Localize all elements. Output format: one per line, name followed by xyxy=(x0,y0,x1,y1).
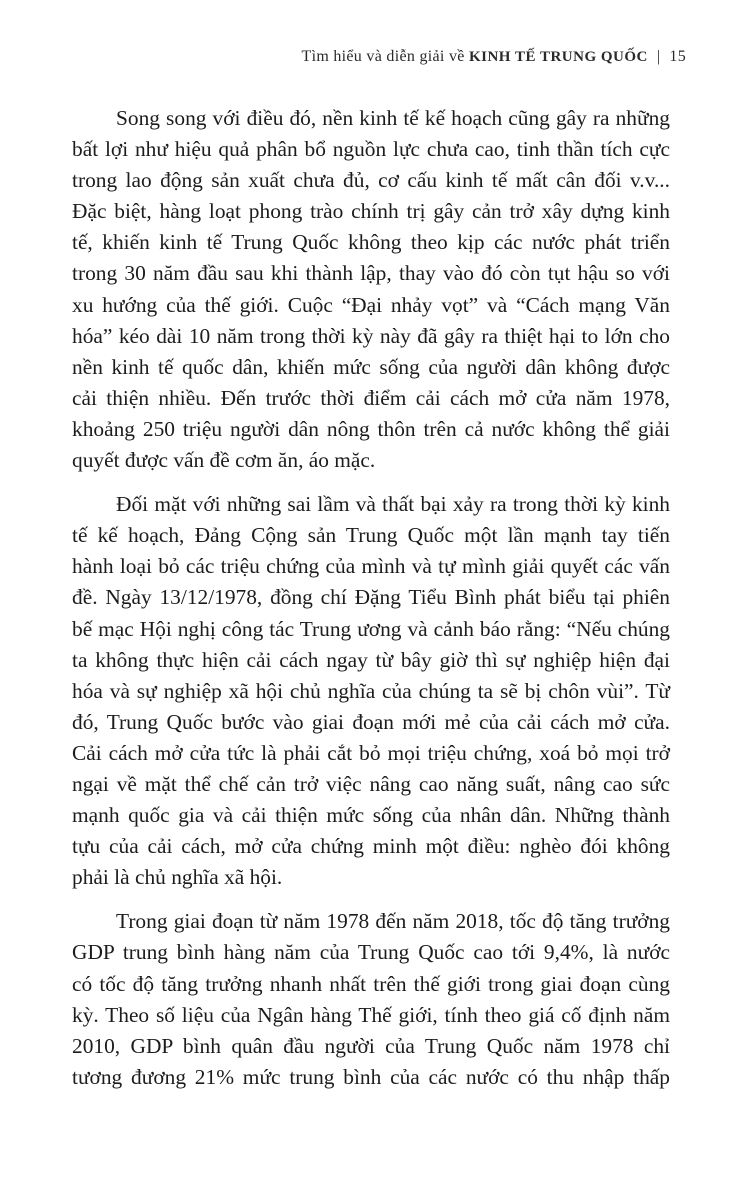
text-line: hóa và sự nghiệp xã hội chủ nghĩa của chúng ta sẽ bị chôn vùi”. Từ xyxy=(72,678,670,703)
text-line: cải thiện nhiều. Đến trước thời điểm cải cách mở cửa năm 1978, xyxy=(72,385,670,410)
text-line: đề. Ngày 13/12/1978, đồng chí Đặng Tiểu Bình phát biểu tại phiên xyxy=(72,585,670,610)
text-line: ta không thực hiện cải cách ngay từ bây giờ thì sự nghiệp hiện đại xyxy=(72,647,670,672)
page-body xyxy=(72,103,670,1093)
text-line: nền kinh tế quốc dân, khiến mức sống của người dân không được xyxy=(72,354,670,379)
text-line: tế kế hoạch, Đảng Cộng sản Trung Quốc một lần mạnh tay tiến xyxy=(72,523,670,548)
text-line: tương đương 21% mức trung bình của các nước có thu nhập thấp xyxy=(72,1064,670,1089)
running-title-prefix: Tìm hiểu và diễn giải về xyxy=(301,48,465,65)
paragraph-1 xyxy=(72,103,670,476)
text-line: mạnh quốc gia và cải thiện mức sống của nhân dân. Những thành xyxy=(72,803,670,828)
paragraph-3 xyxy=(72,906,670,1093)
header-separator: | xyxy=(656,48,661,65)
text-line: hóa” kéo dài 10 năm trong thời kỳ này đã gây ra thiệt hại to lớn cho xyxy=(72,323,670,348)
text-line: có tốc độ tăng trưởng nhanh nhất trên thế giới trong giai đoạn cùng xyxy=(72,971,670,996)
text-line: xu hướng của thế giới. Cuộc “Đại nhảy vọt” và “Cách mạng Văn xyxy=(72,292,670,317)
text-line: 2010, GDP bình quân đầu người của Trung Quốc năm 1978 chỉ xyxy=(72,1033,670,1058)
text-line: bất lợi như hiệu quả phân bổ nguồn lực chưa cao, tinh thần tích cực xyxy=(72,137,670,162)
page-number: 15 xyxy=(669,48,686,65)
text-line: ngại về mặt thể chế cản trở việc nâng cao năng suất, nâng cao sức xyxy=(72,771,670,796)
text-line: GDP trung bình hàng năm của Trung Quốc cao tới 9,4%, là nước xyxy=(72,940,670,965)
text-line: đó, Trung Quốc bước vào giai đoạn mới mẻ của cải cách mở cửa. xyxy=(72,709,670,734)
text-line: bế mạc Hội nghị công tác Trung ương và cảnh báo rằng: “Nếu chúng xyxy=(72,616,670,641)
text-line: quyết được vấn đề cơm ăn, áo mặc. xyxy=(72,448,376,473)
text-line: tựu của cải cách, mở cửa chứng minh một điều: nghèo đói không xyxy=(72,834,670,859)
paragraph-2 xyxy=(72,489,670,893)
text-line: trong lao động sản xuất chưa đủ, cơ cấu kinh tế mất cân đối v.v... xyxy=(72,168,670,193)
text-line: Đối mặt với những sai lầm và thất bại xảy ra trong thời kỳ kinh xyxy=(116,492,670,517)
text-line: hành loại bỏ các triệu chứng của mình và tự mình giải quyết các vấn xyxy=(72,554,670,579)
text-line: phải là chủ nghĩa xã hội. xyxy=(72,865,283,890)
text-line: trong 30 năm đầu sau khi thành lập, thay vào đó còn tụt hậu so với xyxy=(72,261,670,286)
text-line: Cải cách mở cửa tức là phải cắt bỏ mọi triệu chứng, xoá bỏ mọi trở xyxy=(72,740,670,765)
running-header xyxy=(302,48,687,66)
text-line: khoảng 250 triệu người dân nông thôn trên cả nước không thể giải xyxy=(72,416,670,441)
running-title-caps: KINH TẾ TRUNG QUỐC xyxy=(468,49,648,65)
text-line: Song song với điều đó, nền kinh tế kế hoạch cũng gây ra những xyxy=(116,106,670,130)
text-line: kỳ. Theo số liệu của Ngân hàng Thế giới, tính theo giá cố định năm xyxy=(72,1002,670,1027)
text-line: tế, khiến kinh tế Trung Quốc không theo kịp các nước phát triển xyxy=(72,230,670,255)
text-line: Trong giai đoạn từ năm 1978 đến năm 2018, tốc độ tăng trưởng xyxy=(116,909,670,934)
text-line: Đặc biệt, hàng loạt phong trào chính trị gây cản trở xây dựng kinh xyxy=(72,199,670,224)
